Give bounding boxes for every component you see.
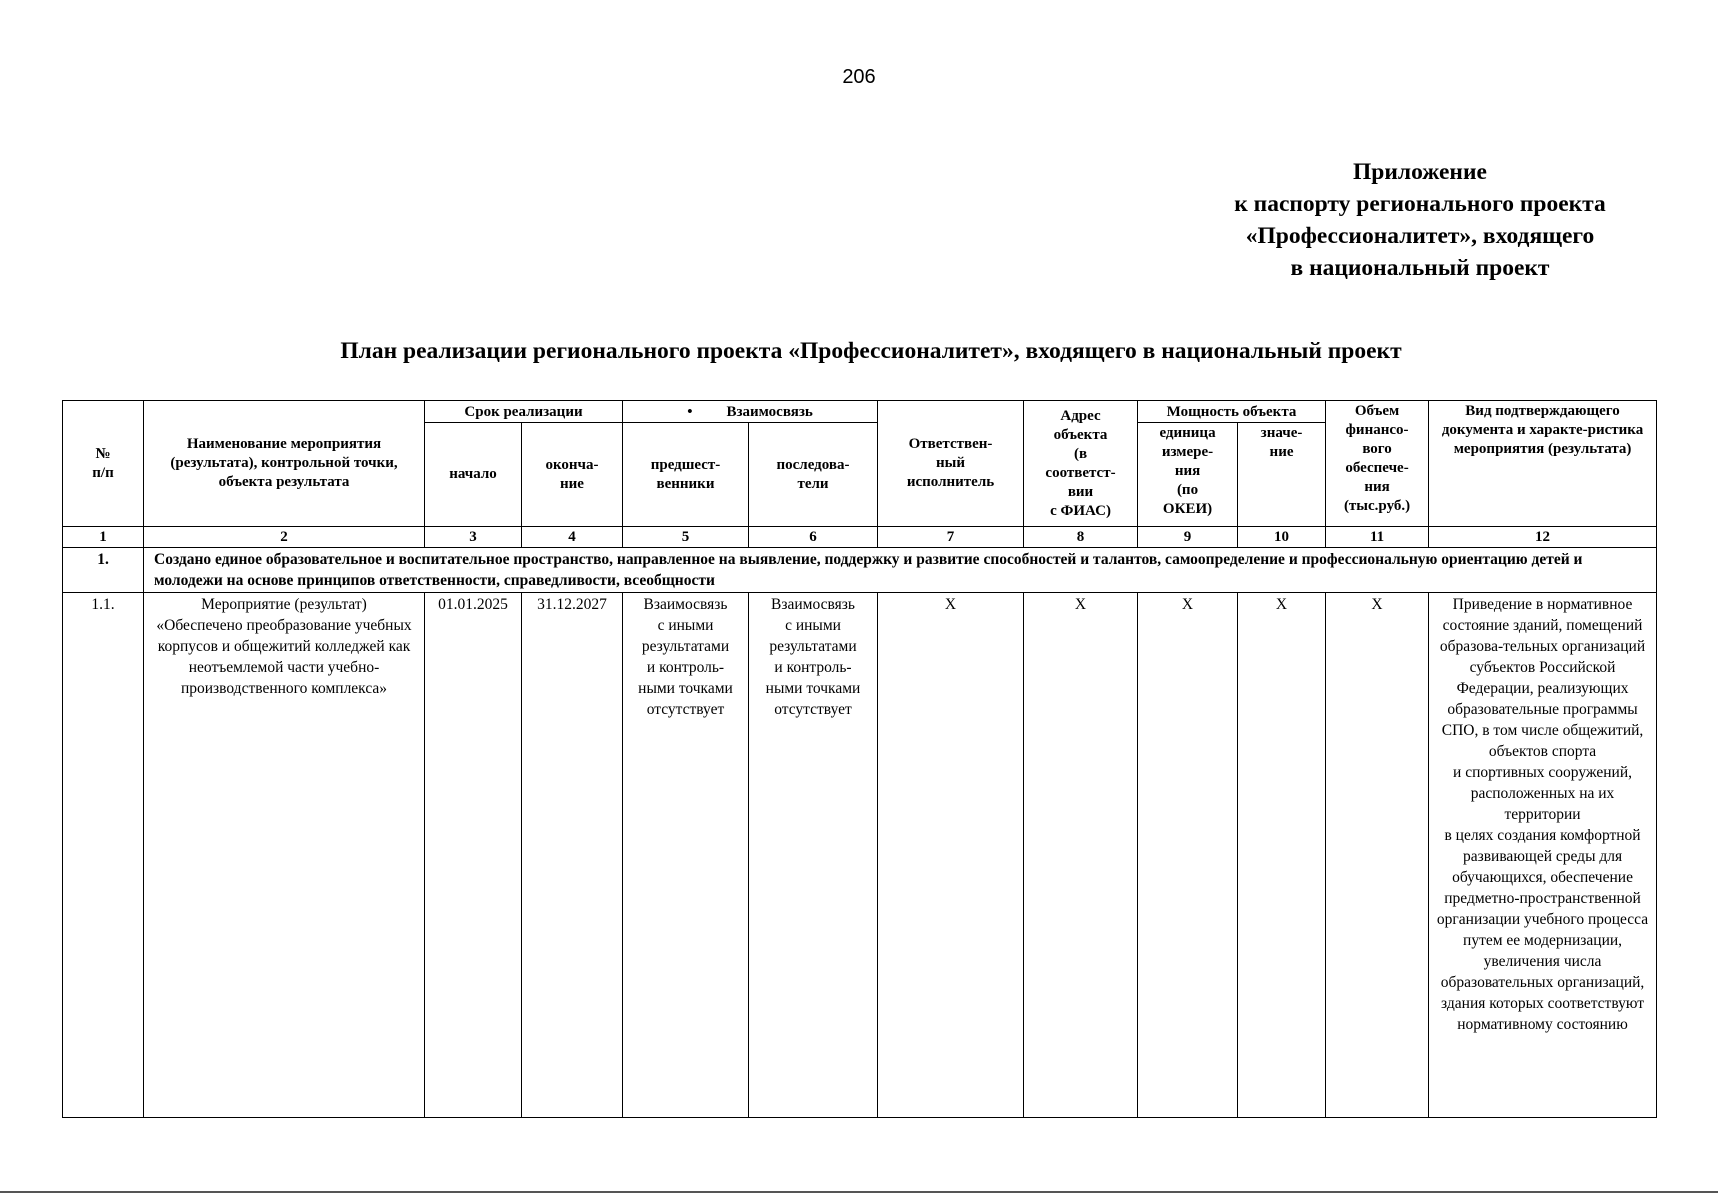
item-executor: X [878, 593, 1024, 1118]
column-number: 1 [63, 527, 144, 548]
page-number: 206 [842, 66, 876, 88]
header-finance [1326, 401, 1429, 527]
item-address: X [1024, 593, 1138, 1118]
item-end-date: 31.12.2027 [522, 593, 623, 1118]
item-number: 1.1. [63, 593, 144, 1118]
appendix-line: «Профессионалитет», входящего [1245, 223, 1595, 249]
header-end [522, 423, 623, 527]
header-succ [749, 423, 878, 527]
appendix-block [1200, 156, 1640, 284]
column-number: 6 [749, 527, 878, 548]
header-pred-text: предшест- венники [650, 456, 721, 492]
column-number: 8 [1024, 527, 1138, 548]
bullet-icon: • [687, 403, 693, 420]
appendix-line: Приложение [1353, 159, 1487, 185]
item-unit: X [1138, 593, 1238, 1118]
header-num [63, 401, 144, 527]
header-doc-text: Вид подтверждающего документа и характе-ристика мероприятия (результата) [1441, 403, 1644, 457]
header-start-text: начало [449, 466, 497, 482]
header-name-text: Наименование мероприятия (результата), контрольной точки, объекта результата [170, 436, 398, 490]
header-term: Срок реализации [425, 401, 623, 423]
header-end-text: оконча- ние [545, 456, 599, 492]
header-executor [878, 401, 1024, 527]
column-number: 11 [1326, 527, 1429, 548]
item-finance: X [1326, 593, 1429, 1118]
column-number: 7 [878, 527, 1024, 548]
section-number: 1. [63, 548, 144, 593]
appendix-line: к паспорту регионального проекта [1234, 191, 1606, 217]
header-link [623, 401, 878, 423]
column-number-row [63, 527, 1657, 548]
header-doc [1429, 401, 1657, 527]
header-name [144, 401, 425, 527]
item-value: X [1238, 593, 1326, 1118]
item-start-date: 01.01.2025 [425, 593, 522, 1118]
section-title: Создано единое образовательное и воспитательное пространство, направленное на выявление, поддержку и развитие способностей и талантов, самоопределение и профессиональную ориентацию детей и молодежи на основе принципов ответственности, справедливости, всеобщности [144, 548, 1657, 593]
header-capacity: Мощность объекта [1138, 401, 1326, 423]
column-number: 4 [522, 527, 623, 548]
header-finance-text: Объем финансо- вого обеспече- ния (тыс.руб.) [1343, 403, 1411, 514]
appendix-line: в национальный проект [1290, 255, 1550, 281]
header-succ-text: последова- тели [776, 456, 850, 492]
column-number: 12 [1429, 527, 1657, 548]
item-document: Приведение в нормативное состояние зданий, помещений образова-тельных организаций субъектов Российской Федерации, реализующих образовательные программы СПО, в том числе общежитий, объектов спорта и спортивных сооружений, расположенных на их территории в целях создания комфортной развивающей среды для обучающихся, обеспечение предметно-пространственной организации учебного процесса путем ее модернизации, увеличения числа образовательных организаций, здания которых соответствуют нормативному состоянию [1429, 593, 1657, 1118]
column-number: 9 [1138, 527, 1238, 548]
column-number: 10 [1238, 527, 1326, 548]
scan-edge-line [0, 1191, 1718, 1193]
header-unit [1138, 423, 1238, 527]
header-value [1238, 423, 1326, 527]
header-link-text: Взаимосвязь [726, 403, 813, 420]
item-predecessors: Взаимосвязь с иными результатами и контроль- ными точками отсутствует [623, 593, 749, 1118]
header-unit-text: единица измере- ния (по ОКЕИ) [1159, 425, 1216, 517]
header-address [1024, 401, 1138, 527]
header-num-text: № п/п [92, 445, 114, 481]
item-name: Мероприятие (результат) «Обеспечено преобразование учебных корпусов и общежитий колледжей как неотъемлемой части учебно-производственного комплекса» [144, 593, 425, 1118]
plan-table [62, 400, 1657, 1118]
table-row [63, 593, 1657, 1118]
header-pred [623, 423, 749, 527]
item-successors: Взаимосвязь с иными результатами и контроль- ными точками отсутствует [749, 593, 878, 1118]
header-start [425, 423, 522, 527]
plan-title: План реализации регионального проекта «Профессионалитет», входящего в национальный проект [340, 338, 1402, 364]
header-executor-text: Ответствен- ный исполнитель [906, 436, 995, 490]
header-address-text: Адрес объекта (в соответст- вии с ФИАС) [1045, 407, 1116, 519]
column-number: 5 [623, 527, 749, 548]
header-value-text: значе- ние [1260, 425, 1303, 460]
column-number: 3 [425, 527, 522, 548]
section-row [63, 548, 1657, 593]
column-number: 2 [144, 527, 425, 548]
